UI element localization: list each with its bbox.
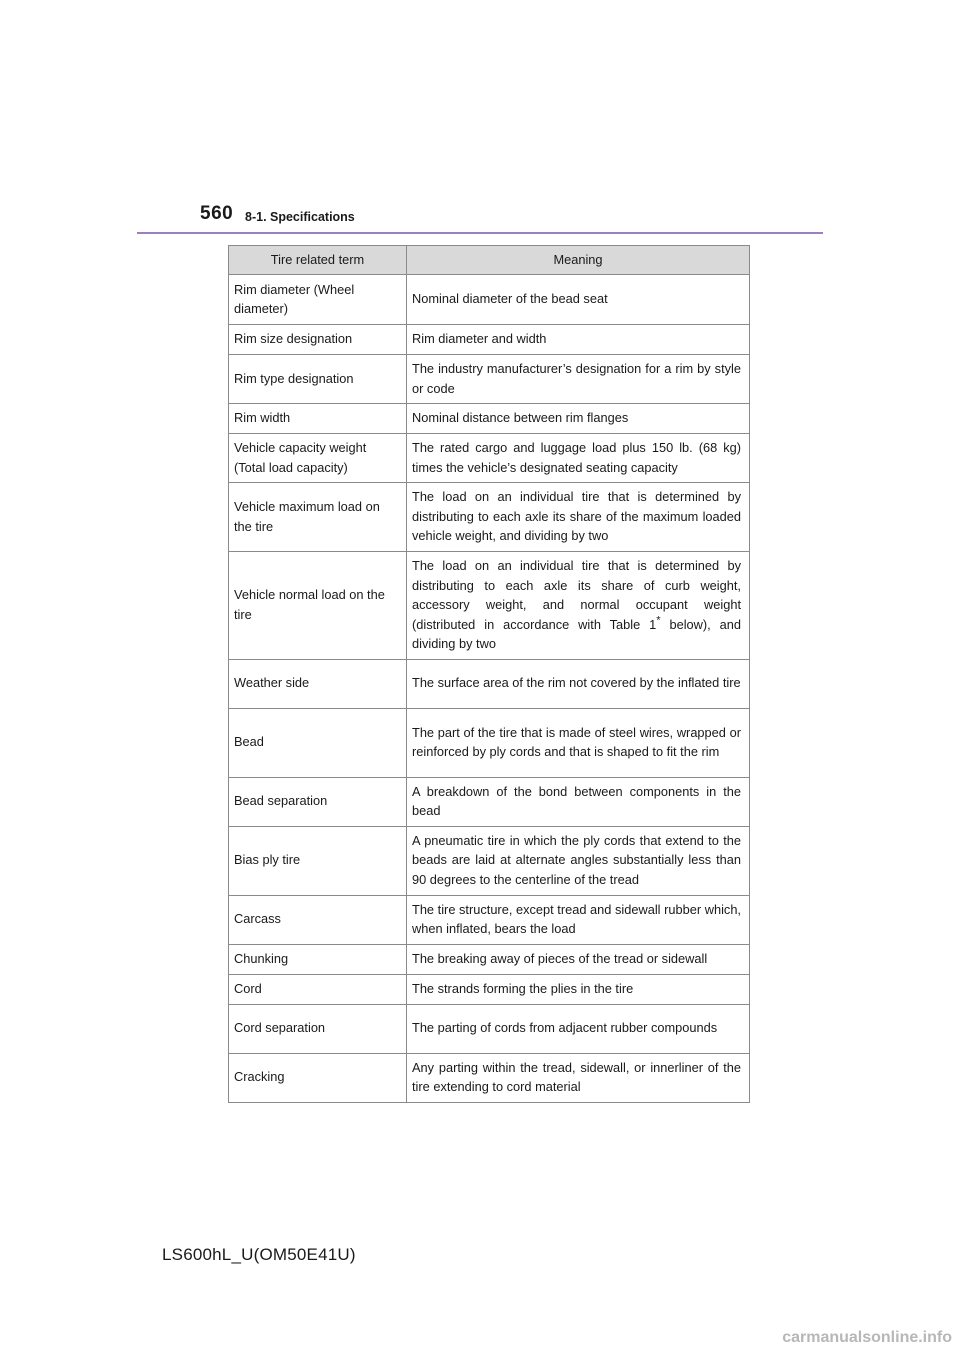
meaning-text-continued: below), and dividing by two bbox=[412, 616, 741, 651]
table-row bbox=[229, 777, 750, 826]
term-cell: Bias ply tire bbox=[229, 826, 407, 895]
table-row bbox=[229, 974, 750, 1004]
model-code: LS600hL_U(OM50E41U) bbox=[162, 1245, 356, 1264]
term-cell: Vehicle capacity weight (Total load capacity) bbox=[229, 434, 407, 483]
meaning-text: The load on an individual tire that is determined by distributing to each axle its share of curb weight, accessory weight, and normal occupant weight (distributed in accordance with Table 1 bbox=[412, 558, 741, 632]
meaning-cell: The rated cargo and luggage load plus 150 lb. (68 kg) times the vehicle’s designated seating capacity bbox=[407, 434, 750, 483]
term-cell: Weather side bbox=[229, 659, 407, 708]
term-cell: Vehicle normal load on the tire bbox=[229, 552, 407, 660]
meaning-cell: The parting of cords from adjacent rubber compounds bbox=[407, 1004, 750, 1053]
table-header-row bbox=[229, 246, 750, 275]
table-row bbox=[229, 708, 750, 777]
meaning-cell: Nominal distance between rim flanges bbox=[407, 404, 750, 434]
meaning-cell: The surface area of the rim not covered by the inflated tire bbox=[407, 659, 750, 708]
term-cell: Cord bbox=[229, 974, 407, 1004]
page-number: 560 bbox=[200, 203, 234, 224]
meaning-cell: A pneumatic tire in which the ply cords that extend to the beads are laid at alternate angles substantially less than 90 degrees to the centerline of the tread bbox=[407, 826, 750, 895]
tire-terms-table bbox=[228, 245, 750, 1103]
meaning-cell: The tire structure, except tread and sidewall rubber which, when inflated, bears the load bbox=[407, 895, 750, 944]
table-row bbox=[229, 944, 750, 974]
term-cell: Vehicle maximum load on the tire bbox=[229, 483, 407, 552]
meaning-cell bbox=[407, 552, 750, 660]
table-row bbox=[229, 275, 750, 325]
header-divider bbox=[137, 232, 823, 234]
term-cell: Bead bbox=[229, 708, 407, 777]
table-row bbox=[229, 355, 750, 404]
meaning-cell: The load on an individual tire that is determined by distributing to each axle its share of the maximum loaded vehicle weight, and dividing by two bbox=[407, 483, 750, 552]
table-row bbox=[229, 434, 750, 483]
meaning-cell: A breakdown of the bond between components in the bead bbox=[407, 777, 750, 826]
table-row bbox=[229, 552, 750, 660]
meaning-cell: The part of the tire that is made of steel wires, wrapped or reinforced by ply cords and that is shaped to fit the rim bbox=[407, 708, 750, 777]
table-row bbox=[229, 1053, 750, 1102]
table-row bbox=[229, 1004, 750, 1053]
table-row bbox=[229, 404, 750, 434]
section-title: 8-1. Specifications bbox=[245, 210, 355, 224]
table-row bbox=[229, 826, 750, 895]
table-row bbox=[229, 483, 750, 552]
term-cell: Rim size designation bbox=[229, 325, 407, 355]
term-cell: Rim diameter (Wheel diameter) bbox=[229, 275, 407, 325]
term-cell: Rim width bbox=[229, 404, 407, 434]
term-cell: Chunking bbox=[229, 944, 407, 974]
column-header-meaning: Meaning bbox=[407, 246, 750, 275]
table-row bbox=[229, 895, 750, 944]
term-cell: Cord separation bbox=[229, 1004, 407, 1053]
term-cell: Rim type designation bbox=[229, 355, 407, 404]
column-header-term: Tire related term bbox=[229, 246, 407, 275]
table-row bbox=[229, 659, 750, 708]
table-row bbox=[229, 325, 750, 355]
meaning-cell: The strands forming the plies in the tire bbox=[407, 974, 750, 1004]
term-cell: Carcass bbox=[229, 895, 407, 944]
meaning-cell: Nominal diameter of the bead seat bbox=[407, 275, 750, 325]
meaning-cell: Rim diameter and width bbox=[407, 325, 750, 355]
footnote-marker: * bbox=[656, 614, 661, 627]
meaning-cell: The breaking away of pieces of the tread or sidewall bbox=[407, 944, 750, 974]
term-cell: Cracking bbox=[229, 1053, 407, 1102]
watermark: carmanualsonline.info bbox=[782, 1329, 952, 1346]
meaning-cell: The industry manufacturer’s designation for a rim by style or code bbox=[407, 355, 750, 404]
term-cell: Bead separation bbox=[229, 777, 407, 826]
meaning-cell: Any parting within the tread, sidewall, or innerliner of the tire extending to cord material bbox=[407, 1053, 750, 1102]
